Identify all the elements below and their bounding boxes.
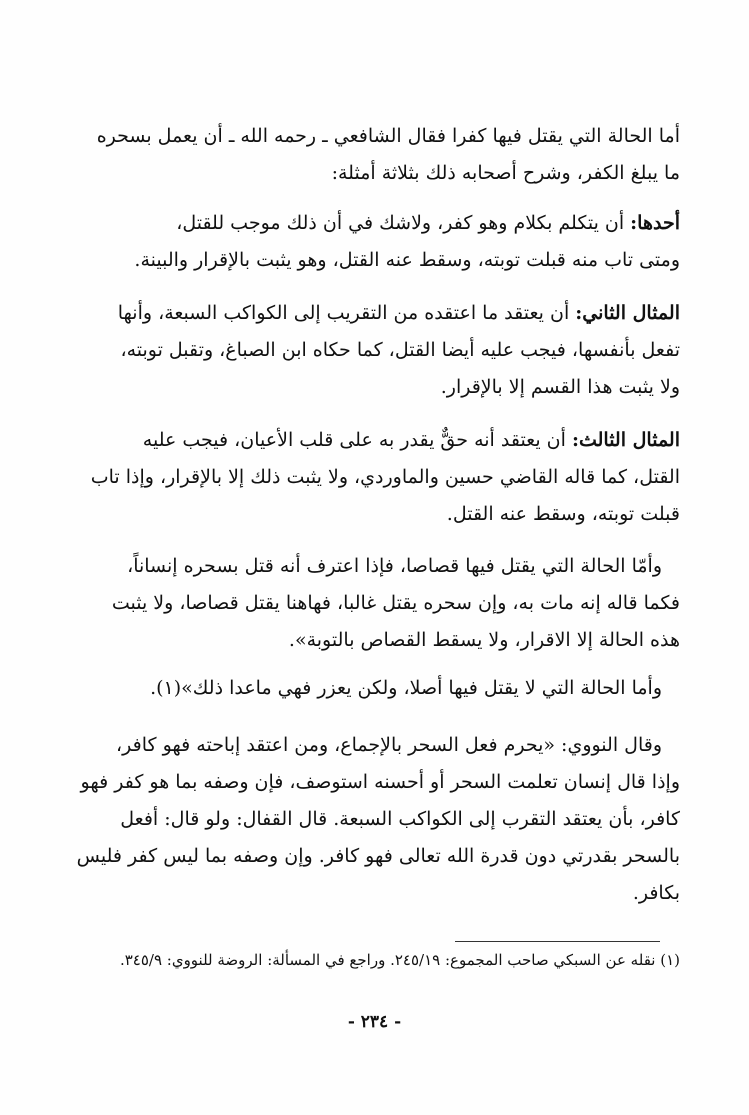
- text-line: وقال النووي: «يحرم فعل السحر بالإجماع، ومن اعتقد إباحته فهو كافر،: [116, 734, 662, 756]
- text-line: وأمّا الحالة التي يقتل فيها قصاصا، فإذا اعترف أنه قتل بسحره إنساناً،: [127, 555, 662, 577]
- text-line: ولا يثبت هذا القسم إلا بالإقرار.: [440, 376, 680, 398]
- text-line: [68, 295, 680, 332]
- text-line: ما يبلغ الكفر، وشرح أصحابه ذلك بثلاثة أمثلة:: [331, 162, 680, 184]
- text-line: وأما الحالة التي لا يقتل فيها أصلا، ولكن يعزر فهي ماعدا ذلك»(١).: [150, 677, 662, 699]
- text-line: وإذا قال إنسان تعلمت السحر أو أحسنه استوصف، فإن وصفه بما هو كفر فهو: [80, 771, 680, 793]
- footnote: (١) نقله عن السبكي صاحب المجموع: ٢٤٥/١٩. وراجع في المسألة: الروضة للنووي: ٣٤٥/٩.: [119, 951, 680, 969]
- text-line: بالسحر بقدرتي دون قدرة الله تعالى فهو كافر. وإن وصفه بما ليس كفر فليس: [76, 845, 680, 867]
- text-span: أن يعتقد ما اعتقده من التقريب إلى الكواكب السبعة، وأنها: [117, 302, 576, 324]
- paragraph-2: [68, 205, 680, 279]
- text-line: هذه الحالة إلا الاقرار، ولا يسقط القصاص بالتوبة».: [288, 629, 680, 651]
- text-line: بكافر.: [632, 882, 680, 904]
- paragraph-3: [68, 295, 680, 406]
- paragraph-7: [68, 727, 680, 912]
- text-line: كافر، بأن يعتقد التقرب إلى الكواكب السبعة. قال القفال: ولو قال: أفعل: [120, 808, 680, 830]
- paragraph-4: [68, 422, 680, 533]
- paragraph-lead: المثال الثالث:: [571, 429, 680, 451]
- text-span: أن يتكلم بكلام وهو كفر، ولاشك في أن ذلك موجب للقتل،: [176, 212, 631, 234]
- paragraph-lead: أحدها:: [630, 212, 680, 234]
- paragraph-6: [68, 670, 680, 707]
- text-line: [68, 422, 680, 459]
- text-line: [68, 205, 680, 242]
- text-span: أن يعتقد أنه حقٌّ يقدر به على قلب الأعيان، فيجب عليه: [142, 429, 572, 451]
- paragraph-5: [68, 548, 680, 659]
- text-line: قبلت توبته، وسقط عنه القتل.: [446, 503, 680, 525]
- paragraph-1: [68, 118, 680, 192]
- text-line: ومتى تاب منه قبلت توبته، وسقط عنه القتل، وهو يثبت بالإقرار والبينة.: [134, 249, 680, 271]
- footnote-divider: [455, 941, 660, 942]
- page-number: - ٢٣٤ -: [347, 1012, 402, 1032]
- text-line: فكما قاله إنه مات به، وإن سحره يقتل غالبا، فهاهنا يقتل قصاصا، ولا يثبت: [111, 592, 680, 614]
- text-line: أما الحالة التي يقتل فيها كفرا فقال الشافعي ـ رحمه الله ـ أن يعمل بسحره: [96, 125, 680, 147]
- text-line: تفعل بأنفسها، فيجب عليه أيضا القتل، كما حكاه ابن الصباغ، وتقبل توبته،: [120, 339, 680, 361]
- text-line: القتل، كما قاله القاضي حسين والماوردي، ولا يثبت ذلك إلا بالإقرار، وإذا تاب: [90, 466, 680, 488]
- paragraph-lead: المثال الثاني:: [575, 302, 680, 324]
